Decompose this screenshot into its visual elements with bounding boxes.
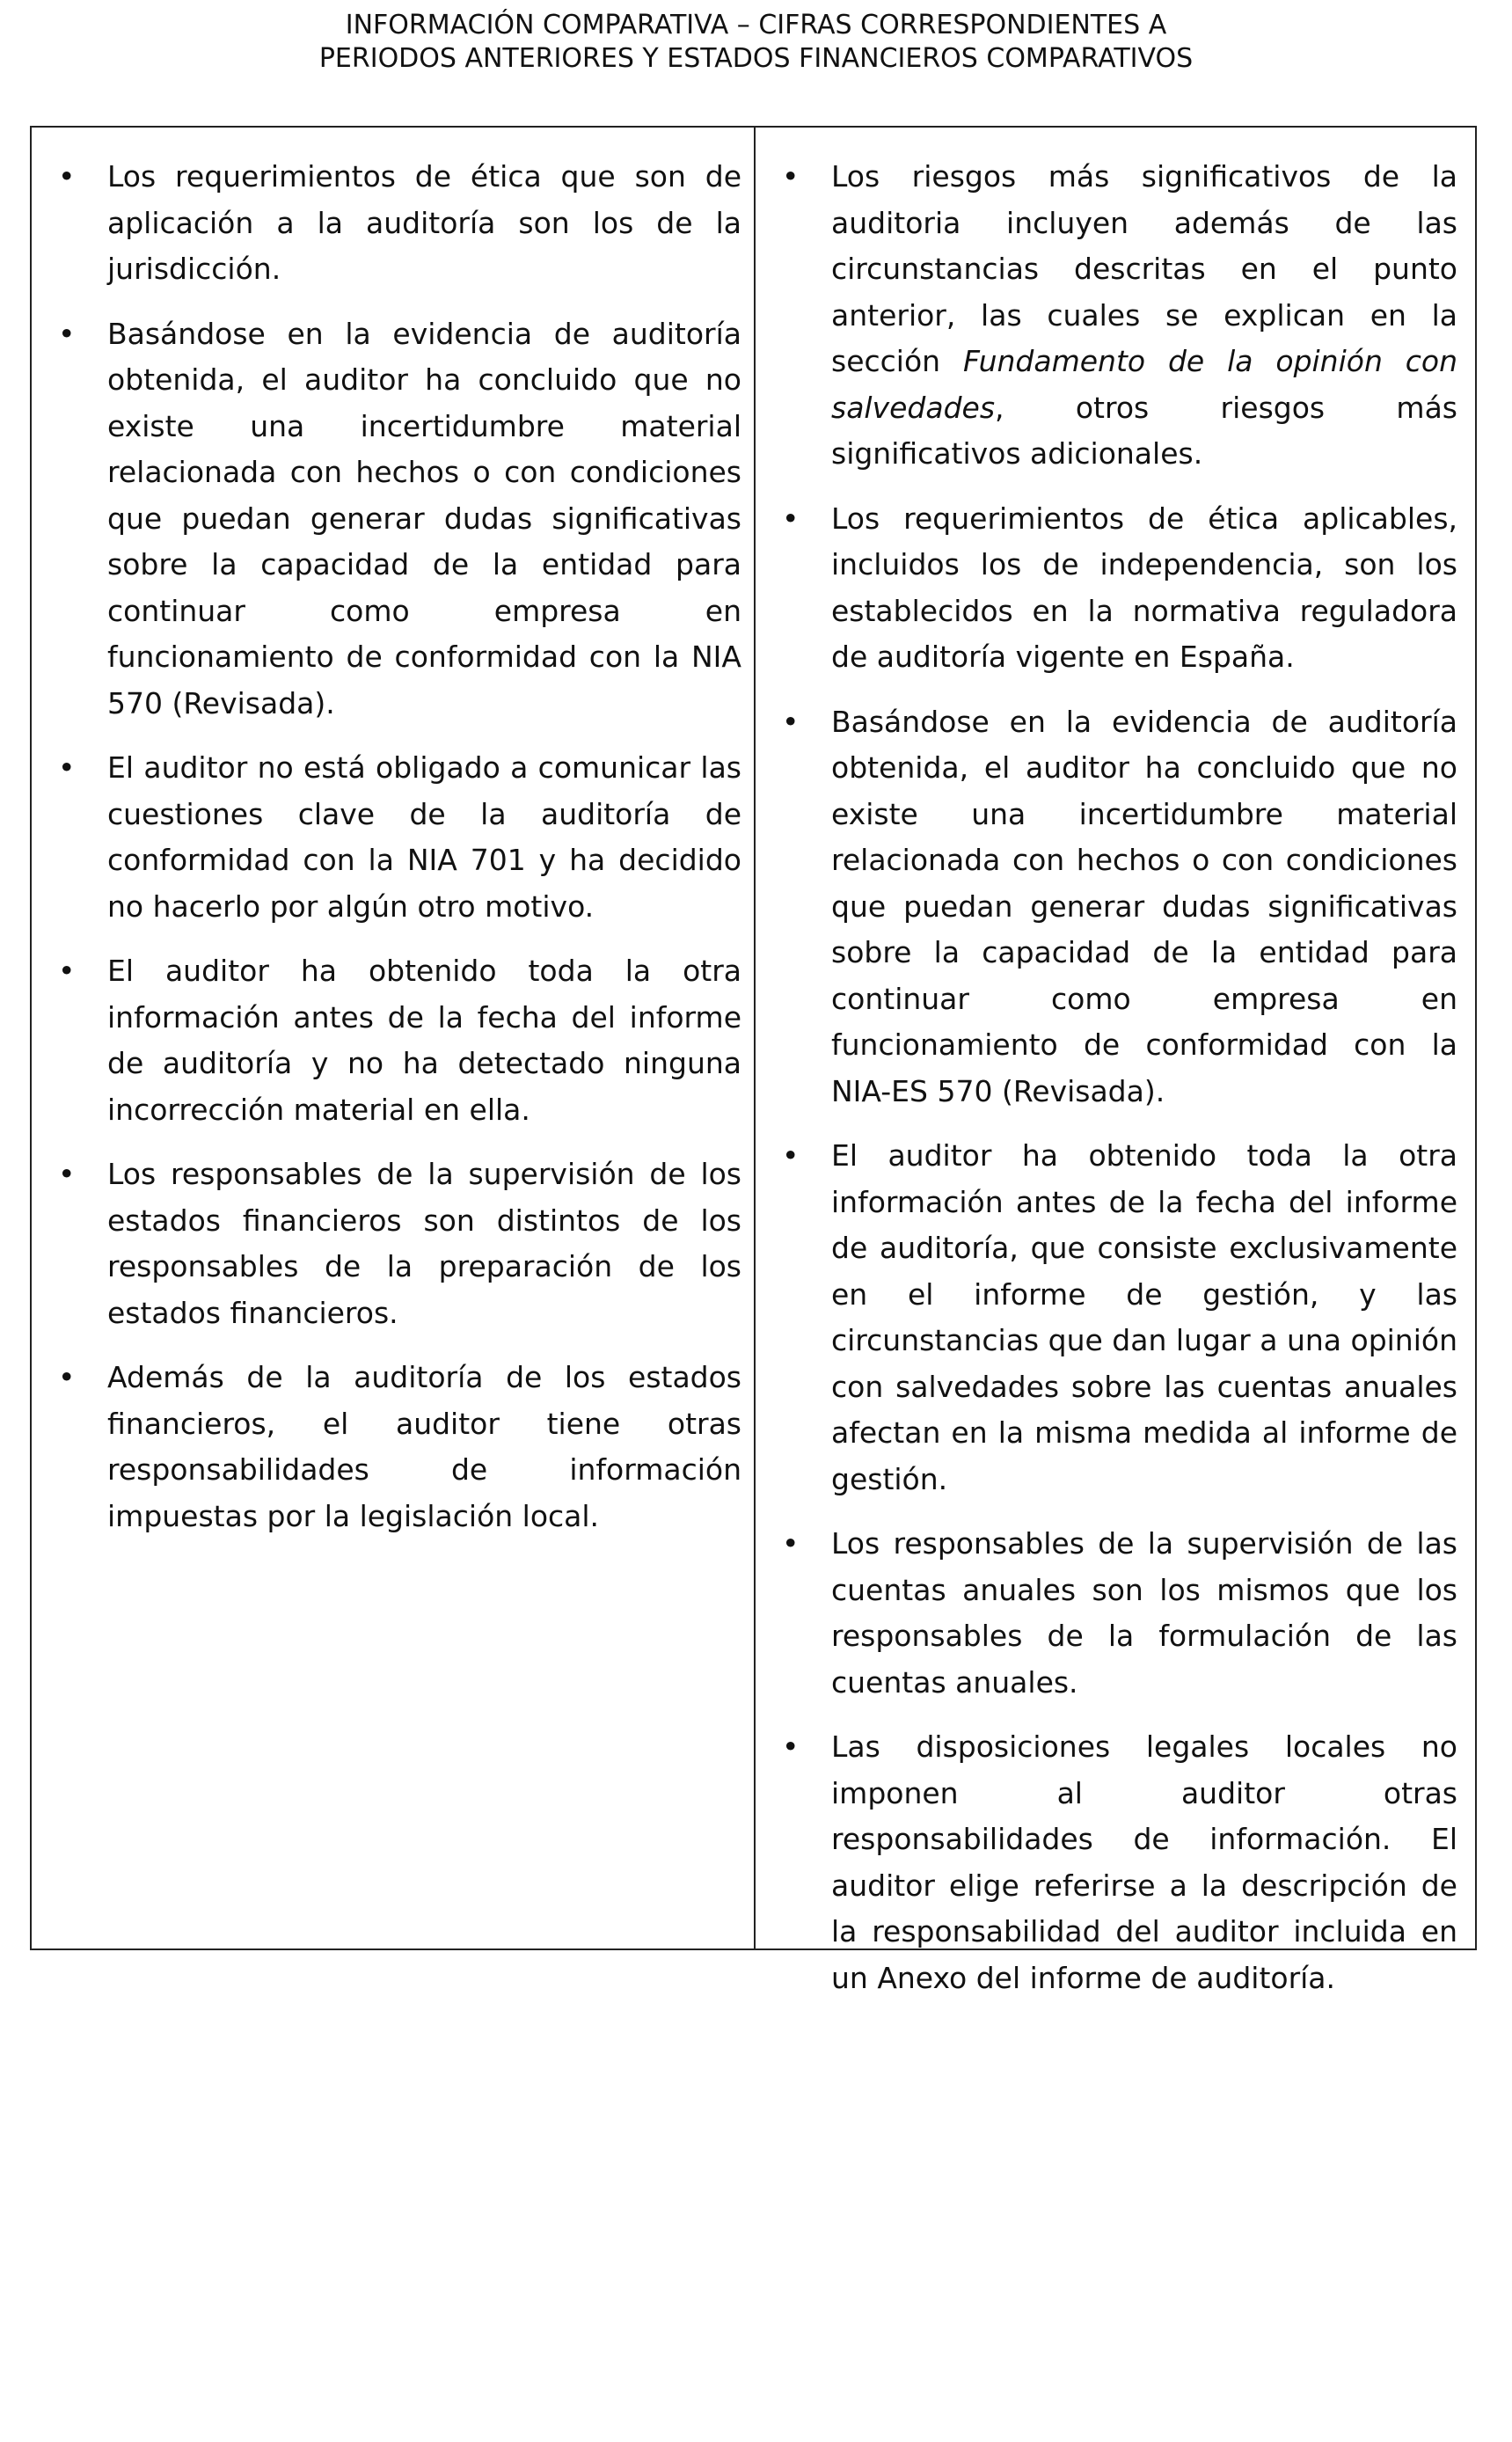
page-header (0, 9, 1512, 76)
left-column (32, 128, 756, 1948)
right-bullet-1-text-start: Los riesgos más significativos de la auditoria incluyen además de las circunstancias descritas en el punto anterior, las cuales se explican en la sección (831, 159, 1457, 378)
header-line-1: INFORMACIÓN COMPARATIVA – CIFRAS CORRESPONDIENTES A (345, 10, 1167, 40)
right-bullet-3: • Basándose en la evidencia de auditoría obtenida, el auditor ha concluido que no existe una incertidumbre material relacionada con hechos o con condiciones que puedan generar dudas significativas sobre la capacidad de la entidad para continuar como empresa en funcionamiento de conformidad con la NIA-ES 570 (Revisada). (782, 699, 1457, 1115)
right-bullet-5: • Los responsables de la supervisión de las cuentas anuales son los mismos que los responsables de la formulación de las cuentas anuales. (782, 1521, 1457, 1706)
right-bullet-1 (782, 154, 1457, 478)
left-bullet-3: • El auditor no está obligado a comunicar las cuestiones clave de la auditoría de conformidad con la NIA 701 y ha decidido no hacerlo por algún otro motivo. (58, 745, 741, 930)
right-column (756, 128, 1475, 1995)
left-bullet-2: • Basándose en la evidencia de auditoría obtenida, el auditor ha concluido que no existe una incertidumbre material relacionada con hechos o con condiciones que puedan generar dudas significativas sobre la capacidad de la entidad para continuar como empresa en funcionamiento de conformidad con la NIA 570 (Revisada). (58, 311, 741, 727)
right-bullet-6: • Las disposiciones legales locales no imponen al auditor otras responsabilidades de información. El auditor elige referirse a la descripción de la responsabilidad del auditor incluida en un Anexo del informe de auditoría. (782, 1724, 1457, 2001)
right-bullet-4: • El auditor ha obtenido toda la otra información antes de la fecha del informe de auditoría, que consiste exclusivamente en el informe de gestión, y las circunstancias que dan lugar a una opinión con salvedades sobre las cuentas anuales afectan en la misma medida al informe de gestión. (782, 1133, 1457, 1502)
left-bullet-1: • Los requerimientos de ética que son de aplicación a la auditoría son los de la jurisdicción. (58, 154, 741, 293)
right-bullet-1-italic-section: Fundamento de la opinión con salvedades (831, 344, 1458, 425)
right-bullet-1-text-end: , otros riesgos más significativos adicionales. (831, 390, 1457, 471)
comparison-table (30, 126, 1477, 1995)
left-bullet-4: • El auditor ha obtenido toda la otra información antes de la fecha del informe de auditoría y no ha detectado ninguna incorrección material en ella. (58, 948, 741, 1133)
right-bullet-list (782, 154, 1457, 2001)
header-line-2: PERIODOS ANTERIORES Y ESTADOS FINANCIEROS COMPARATIVOS (318, 43, 1194, 74)
left-bullet-5: • Los responsables de la supervisión de los estados financieros son distintos de los responsables de la preparación de los estados financieros. (58, 1152, 741, 1336)
left-bullet-list (58, 154, 741, 1539)
right-bullet-2: • Los requerimientos de ética aplicables, incluidos los de independencia, son los establecidos en la normativa reguladora de auditoría vigente en España. (782, 496, 1457, 681)
left-bullet-6: • Además de la auditoría de los estados financieros, el auditor tiene otras responsabilidades de información impuestas por la legislación local. (58, 1355, 741, 1539)
